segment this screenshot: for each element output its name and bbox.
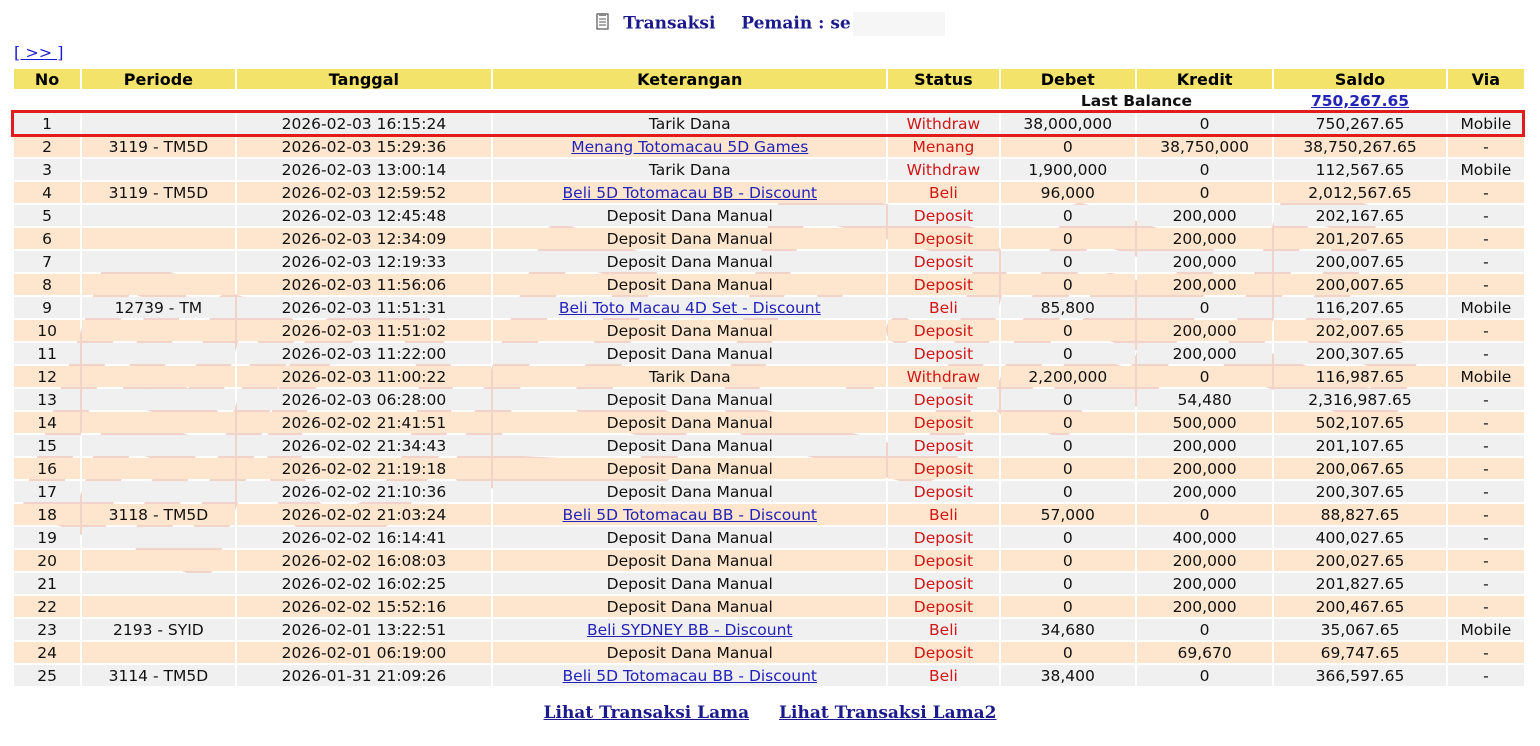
- cell-keterangan: [493, 136, 886, 157]
- cell-no: 1: [14, 113, 80, 134]
- cell-via: -: [1448, 274, 1524, 295]
- cell-tanggal: 2026-02-02 16:02:25: [237, 573, 492, 594]
- cell-periode: [82, 320, 234, 341]
- cell-kredit: 200,000: [1137, 228, 1272, 249]
- cell-status: Deposit: [888, 481, 998, 502]
- cell-tanggal: 2026-02-03 11:00:22: [237, 366, 492, 387]
- cell-periode: [82, 389, 234, 410]
- cell-saldo: 201,207.65: [1274, 228, 1445, 249]
- cell-periode: [82, 412, 234, 433]
- column-header-kredit: Kredit: [1137, 69, 1272, 89]
- cell-debet: 38,400: [1001, 665, 1135, 686]
- cell-debet: 0: [1001, 458, 1135, 479]
- cell-keterangan: Deposit Dana Manual: [493, 320, 886, 341]
- cell-kredit: 200,000: [1137, 274, 1272, 295]
- cell-debet: 2,200,000: [1001, 366, 1135, 387]
- cell-kredit: 200,000: [1137, 596, 1272, 617]
- cell-keterangan: Deposit Dana Manual: [493, 389, 886, 410]
- cell-status: Deposit: [888, 642, 998, 663]
- cell-kredit: 69,670: [1137, 642, 1272, 663]
- cell-saldo: 750,267.65: [1274, 113, 1445, 134]
- next-page-link[interactable]: [ >> ]: [14, 43, 64, 62]
- cell-saldo: 200,027.65: [1274, 550, 1445, 571]
- cell-tanggal: 2026-02-01 06:19:00: [237, 642, 492, 663]
- table-row: [14, 665, 1524, 686]
- cell-no: 12: [14, 366, 80, 387]
- cell-periode: [82, 228, 234, 249]
- cell-debet: 0: [1001, 642, 1135, 663]
- cell-via: -: [1448, 343, 1524, 364]
- cell-saldo: 200,307.65: [1274, 481, 1445, 502]
- table-row: [14, 320, 1524, 341]
- cell-saldo: 35,067.65: [1274, 619, 1445, 640]
- cell-via: -: [1448, 458, 1524, 479]
- cell-status: Beli: [888, 665, 998, 686]
- cell-tanggal: 2026-02-03 12:59:52: [237, 182, 492, 203]
- cell-kredit: 38,750,000: [1137, 136, 1272, 157]
- cell-periode: [82, 274, 234, 295]
- cell-keterangan: Deposit Dana Manual: [493, 573, 886, 594]
- cell-via: Mobile: [1448, 619, 1524, 640]
- keterangan-link[interactable]: Beli 5D Totomacau BB - Discount: [562, 666, 817, 685]
- cell-kredit: 200,000: [1137, 320, 1272, 341]
- cell-periode: [82, 435, 234, 456]
- cell-kredit: 200,000: [1137, 435, 1272, 456]
- cell-keterangan: Deposit Dana Manual: [493, 412, 886, 433]
- cell-saldo: 201,827.65: [1274, 573, 1445, 594]
- cell-no: 11: [14, 343, 80, 364]
- cell-saldo: 112,567.65: [1274, 159, 1445, 180]
- cell-keterangan: Deposit Dana Manual: [493, 228, 886, 249]
- cell-kredit: 0: [1137, 297, 1272, 318]
- cell-via: Mobile: [1448, 113, 1524, 134]
- cell-no: 23: [14, 619, 80, 640]
- cell-saldo: 2,012,567.65: [1274, 182, 1445, 203]
- cell-debet: 0: [1001, 481, 1135, 502]
- table-row: [14, 205, 1524, 226]
- cell-keterangan: Deposit Dana Manual: [493, 435, 886, 456]
- cell-saldo: 69,747.65: [1274, 642, 1445, 663]
- cell-debet: 0: [1001, 205, 1135, 226]
- cell-tanggal: 2026-02-03 16:15:24: [237, 113, 492, 134]
- cell-keterangan: [493, 665, 886, 686]
- cell-no: 3: [14, 159, 80, 180]
- cell-debet: 0: [1001, 573, 1135, 594]
- cell-status: Deposit: [888, 320, 998, 341]
- cell-keterangan: Deposit Dana Manual: [493, 343, 886, 364]
- column-header-periode: Periode: [82, 69, 234, 89]
- cell-status: Deposit: [888, 596, 998, 617]
- cell-debet: 0: [1001, 136, 1135, 157]
- table-row: [14, 527, 1524, 548]
- table-row: [14, 550, 1524, 571]
- keterangan-link[interactable]: Beli SYDNEY BB - Discount: [587, 620, 793, 639]
- cell-kredit: 200,000: [1137, 481, 1272, 502]
- cell-via: Mobile: [1448, 159, 1524, 180]
- cell-keterangan: Deposit Dana Manual: [493, 642, 886, 663]
- cell-debet: 34,680: [1001, 619, 1135, 640]
- cell-via: -: [1448, 228, 1524, 249]
- cell-no: 2: [14, 136, 80, 157]
- cell-periode: [82, 366, 234, 387]
- table-row: [14, 458, 1524, 479]
- cell-status: Deposit: [888, 343, 998, 364]
- cell-saldo: 400,027.65: [1274, 527, 1445, 548]
- redacted-mask: [853, 12, 945, 36]
- cell-debet: 57,000: [1001, 504, 1135, 525]
- cell-kredit: 200,000: [1137, 205, 1272, 226]
- cell-debet: 96,000: [1001, 182, 1135, 203]
- cell-no: 24: [14, 642, 80, 663]
- cell-saldo: 202,167.65: [1274, 205, 1445, 226]
- cell-no: 16: [14, 458, 80, 479]
- cell-no: 4: [14, 182, 80, 203]
- cell-debet: 38,000,000: [1001, 113, 1135, 134]
- cell-status: Deposit: [888, 550, 998, 571]
- table-row: [14, 159, 1524, 180]
- cell-tanggal: 2026-02-03 12:45:48: [237, 205, 492, 226]
- cell-status: Deposit: [888, 412, 998, 433]
- cell-keterangan: [493, 619, 886, 640]
- cell-status: Beli: [888, 619, 998, 640]
- keterangan-link[interactable]: Beli 5D Totomacau BB - Discount: [562, 505, 817, 524]
- cell-keterangan: Deposit Dana Manual: [493, 596, 886, 617]
- table-row: [14, 274, 1524, 295]
- table-row: [14, 435, 1524, 456]
- cell-status: Deposit: [888, 527, 998, 548]
- table-row: [14, 136, 1524, 157]
- cell-keterangan: Deposit Dana Manual: [493, 205, 886, 226]
- cell-keterangan: [493, 297, 886, 318]
- table-row: [14, 113, 1524, 134]
- old-transactions-link[interactable]: Lihat Transaksi Lama: [543, 703, 750, 723]
- cell-kredit: 200,000: [1137, 251, 1272, 272]
- table-row: [14, 619, 1524, 640]
- cell-kredit: 200,000: [1137, 573, 1272, 594]
- cell-via: -: [1448, 136, 1524, 157]
- table-row: [14, 642, 1524, 663]
- cell-via: -: [1448, 504, 1524, 525]
- keterangan-link[interactable]: Menang Totomacau 5D Games: [571, 137, 809, 156]
- cell-keterangan: Deposit Dana Manual: [493, 527, 886, 548]
- cell-periode: [82, 205, 234, 226]
- cell-kredit: 0: [1137, 619, 1272, 640]
- cell-status: Menang: [888, 136, 998, 157]
- cell-saldo: 200,007.65: [1274, 274, 1445, 295]
- cell-kredit: 0: [1137, 504, 1272, 525]
- cell-tanggal: 2026-02-03 11:51:02: [237, 320, 492, 341]
- cell-status: Deposit: [888, 274, 998, 295]
- cell-saldo: 201,107.65: [1274, 435, 1445, 456]
- cell-kredit: 200,000: [1137, 550, 1272, 571]
- cell-periode: [82, 113, 234, 134]
- column-header-saldo: Saldo: [1274, 69, 1445, 89]
- cell-debet: 0: [1001, 228, 1135, 249]
- cell-periode: [82, 251, 234, 272]
- cell-debet: 0: [1001, 389, 1135, 410]
- cell-no: 22: [14, 596, 80, 617]
- cell-tanggal: 2026-02-03 06:28:00: [237, 389, 492, 410]
- cell-keterangan: Deposit Dana Manual: [493, 458, 886, 479]
- cell-no: 21: [14, 573, 80, 594]
- cell-saldo: 202,007.65: [1274, 320, 1445, 341]
- cell-periode: 12739 - TM: [82, 297, 234, 318]
- cell-status: Deposit: [888, 458, 998, 479]
- page-header: [0, 12, 1540, 36]
- cell-saldo: 200,467.65: [1274, 596, 1445, 617]
- page-title: Transaksi: [623, 13, 716, 34]
- table-header-row: [14, 69, 1524, 89]
- column-header-keterangan: Keterangan: [493, 69, 886, 89]
- player-label: Pemain : se: [741, 13, 851, 34]
- table-row: [14, 228, 1524, 249]
- table-row: [14, 297, 1524, 318]
- cell-saldo: 200,067.65: [1274, 458, 1445, 479]
- cell-kredit: 500,000: [1137, 412, 1272, 433]
- cell-saldo: 2,316,987.65: [1274, 389, 1445, 410]
- cell-via: -: [1448, 596, 1524, 617]
- transaction-table: [12, 67, 1526, 688]
- cell-no: 17: [14, 481, 80, 502]
- cell-no: 18: [14, 504, 80, 525]
- cell-status: Deposit: [888, 251, 998, 272]
- cell-via: -: [1448, 320, 1524, 341]
- cell-status: Withdraw: [888, 113, 998, 134]
- cell-keterangan: [493, 504, 886, 525]
- cell-kredit: 200,000: [1137, 343, 1272, 364]
- cell-status: Deposit: [888, 205, 998, 226]
- cell-status: Deposit: [888, 573, 998, 594]
- cell-kredit: 200,000: [1137, 458, 1272, 479]
- last-balance-value[interactable]: 750,267.65: [1274, 91, 1445, 111]
- cell-no: 13: [14, 389, 80, 410]
- column-header-no: No: [14, 69, 80, 89]
- table-row: [14, 412, 1524, 433]
- cell-no: 25: [14, 665, 80, 686]
- document-icon: [595, 13, 611, 31]
- cell-via: -: [1448, 389, 1524, 410]
- cell-debet: 0: [1001, 550, 1135, 571]
- cell-periode: [82, 642, 234, 663]
- table-row: [14, 389, 1524, 410]
- cell-status: Withdraw: [888, 159, 998, 180]
- cell-kredit: 0: [1137, 159, 1272, 180]
- cell-via: -: [1448, 182, 1524, 203]
- column-header-via: Via: [1448, 69, 1524, 89]
- table-row: [14, 573, 1524, 594]
- cell-periode: 3119 - TM5D: [82, 182, 234, 203]
- cell-periode: [82, 550, 234, 571]
- cell-saldo: 366,597.65: [1274, 665, 1445, 686]
- cell-via: -: [1448, 481, 1524, 502]
- cell-no: 14: [14, 412, 80, 433]
- table-row: [14, 504, 1524, 525]
- cell-tanggal: 2026-02-02 21:10:36: [237, 481, 492, 502]
- cell-debet: 0: [1001, 274, 1135, 295]
- cell-debet: 0: [1001, 412, 1135, 433]
- cell-debet: 0: [1001, 251, 1135, 272]
- cell-debet: 0: [1001, 435, 1135, 456]
- cell-tanggal: 2026-02-03 12:19:33: [237, 251, 492, 272]
- cell-via: -: [1448, 665, 1524, 686]
- cell-tanggal: 2026-02-03 12:34:09: [237, 228, 492, 249]
- cell-periode: [82, 458, 234, 479]
- cell-debet: 85,800: [1001, 297, 1135, 318]
- cell-status: Beli: [888, 297, 998, 318]
- keterangan-link[interactable]: Beli 5D Totomacau BB - Discount: [562, 183, 817, 202]
- cell-keterangan: Deposit Dana Manual: [493, 251, 886, 272]
- cell-tanggal: 2026-02-02 15:52:16: [237, 596, 492, 617]
- cell-debet: 0: [1001, 527, 1135, 548]
- cell-periode: [82, 596, 234, 617]
- cell-tanggal: 2026-02-02 21:03:24: [237, 504, 492, 525]
- table-row: [14, 366, 1524, 387]
- cell-saldo: 116,987.65: [1274, 366, 1445, 387]
- cell-kredit: 54,480: [1137, 389, 1272, 410]
- table-row: [14, 343, 1524, 364]
- cell-tanggal: 2026-02-03 15:29:36: [237, 136, 492, 157]
- cell-status: Beli: [888, 504, 998, 525]
- cell-no: 20: [14, 550, 80, 571]
- cell-tanggal: 2026-02-01 13:22:51: [237, 619, 492, 640]
- cell-tanggal: 2026-02-02 21:34:43: [237, 435, 492, 456]
- cell-no: 7: [14, 251, 80, 272]
- cell-periode: [82, 343, 234, 364]
- cell-via: -: [1448, 251, 1524, 272]
- cell-via: -: [1448, 527, 1524, 548]
- table-row: [14, 251, 1524, 272]
- cell-status: Deposit: [888, 389, 998, 410]
- cell-periode: 3118 - TM5D: [82, 504, 234, 525]
- cell-tanggal: 2026-02-03 11:22:00: [237, 343, 492, 364]
- cell-saldo: 38,750,267.65: [1274, 136, 1445, 157]
- cell-tanggal: 2026-02-02 16:08:03: [237, 550, 492, 571]
- cell-tanggal: 2026-02-03 13:00:14: [237, 159, 492, 180]
- cell-periode: [82, 573, 234, 594]
- cell-status: Beli: [888, 182, 998, 203]
- cell-no: 19: [14, 527, 80, 548]
- cell-status: Deposit: [888, 435, 998, 456]
- cell-kredit: 0: [1137, 182, 1272, 203]
- cell-via: Mobile: [1448, 366, 1524, 387]
- cell-kredit: 0: [1137, 366, 1272, 387]
- column-header-status: Status: [888, 69, 998, 89]
- cell-kredit: 0: [1137, 665, 1272, 686]
- cell-kredit: 0: [1137, 113, 1272, 134]
- cell-kredit: 400,000: [1137, 527, 1272, 548]
- cell-periode: [82, 481, 234, 502]
- cell-periode: 3119 - TM5D: [82, 136, 234, 157]
- cell-no: 6: [14, 228, 80, 249]
- cell-via: -: [1448, 412, 1524, 433]
- cell-no: 8: [14, 274, 80, 295]
- cell-periode: 3114 - TM5D: [82, 665, 234, 686]
- cell-saldo: 116,207.65: [1274, 297, 1445, 318]
- table-row: [14, 182, 1524, 203]
- cell-keterangan: [493, 182, 886, 203]
- cell-status: Deposit: [888, 228, 998, 249]
- cell-keterangan: Tarik Dana: [493, 366, 886, 387]
- cell-keterangan: Deposit Dana Manual: [493, 550, 886, 571]
- cell-tanggal: 2026-02-03 11:51:31: [237, 297, 492, 318]
- column-header-debet: Debet: [1001, 69, 1135, 89]
- cell-keterangan: Deposit Dana Manual: [493, 481, 886, 502]
- keterangan-link[interactable]: Beli Toto Macau 4D Set - Discount: [558, 298, 821, 317]
- cell-no: 10: [14, 320, 80, 341]
- cell-via: -: [1448, 642, 1524, 663]
- cell-tanggal: 2026-02-02 21:19:18: [237, 458, 492, 479]
- cell-tanggal: 2026-02-03 11:56:06: [237, 274, 492, 295]
- cell-via: -: [1448, 205, 1524, 226]
- old-transactions-link-2[interactable]: Lihat Transaksi Lama2: [779, 703, 997, 723]
- cell-debet: 0: [1001, 343, 1135, 364]
- cell-no: 15: [14, 435, 80, 456]
- cell-saldo: 502,107.65: [1274, 412, 1445, 433]
- cell-debet: 0: [1001, 320, 1135, 341]
- cell-saldo: 200,007.65: [1274, 251, 1445, 272]
- cell-periode: 2193 - SYID: [82, 619, 234, 640]
- cell-saldo: 200,307.65: [1274, 343, 1445, 364]
- cell-tanggal: 2026-02-02 16:14:41: [237, 527, 492, 548]
- cell-debet: 0: [1001, 596, 1135, 617]
- cell-no: 9: [14, 297, 80, 318]
- cell-keterangan: Deposit Dana Manual: [493, 274, 886, 295]
- cell-debet: 1,900,000: [1001, 159, 1135, 180]
- table-row: [14, 596, 1524, 617]
- table-row: [14, 481, 1524, 502]
- cell-via: -: [1448, 573, 1524, 594]
- cell-via: -: [1448, 550, 1524, 571]
- cell-via: Mobile: [1448, 297, 1524, 318]
- cell-via: -: [1448, 435, 1524, 456]
- column-header-tanggal: Tanggal: [237, 69, 492, 89]
- cell-tanggal: 2026-02-02 21:41:51: [237, 412, 492, 433]
- cell-no: 5: [14, 205, 80, 226]
- cell-status: Withdraw: [888, 366, 998, 387]
- cell-tanggal: 2026-01-31 21:09:26: [237, 665, 492, 686]
- footer-links: [0, 703, 1540, 723]
- cell-periode: [82, 159, 234, 180]
- last-balance-label: Last Balance: [1001, 91, 1273, 111]
- cell-keterangan: Tarik Dana: [493, 113, 886, 134]
- cell-periode: [82, 527, 234, 548]
- last-balance-row: [14, 91, 1524, 111]
- cell-keterangan: Tarik Dana: [493, 159, 886, 180]
- cell-saldo: 88,827.65: [1274, 504, 1445, 525]
